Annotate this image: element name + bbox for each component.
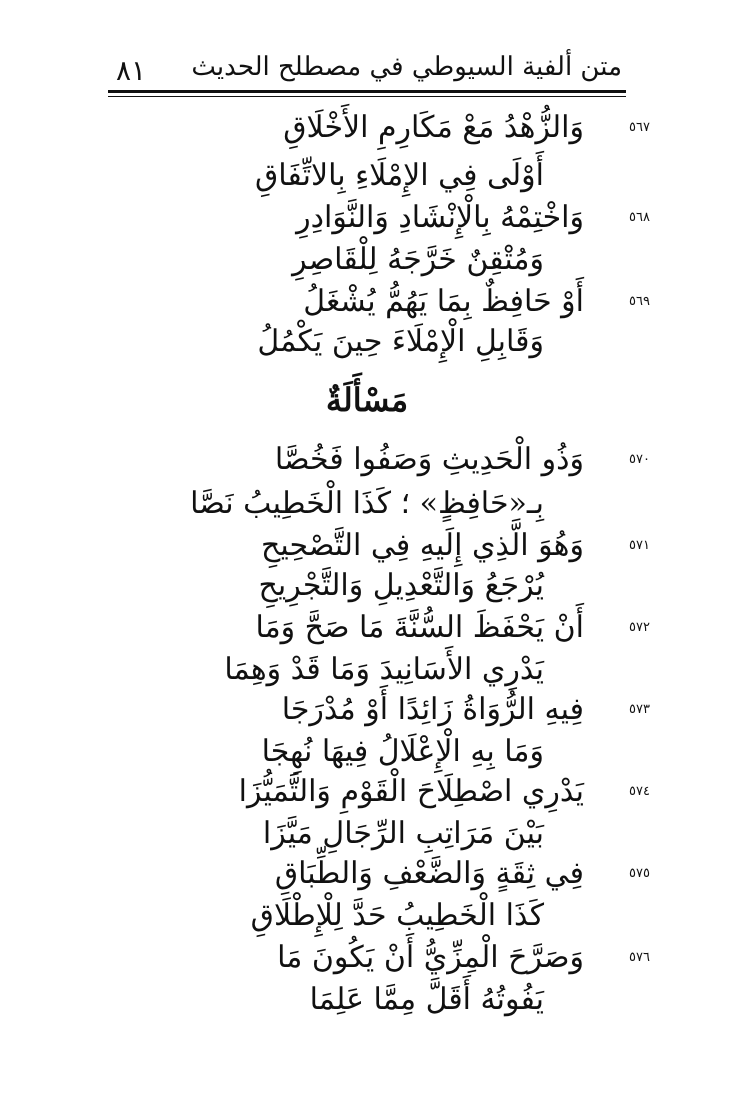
verse-number: ٥٧٦ <box>629 950 650 965</box>
verse-second-hemistich: بَيْنَ مَرَاتِبِ الرِّجَالِ مَيَّزَا <box>262 816 544 851</box>
verse-second-hemistich: بِـ«حَافِظٍ» ؛ كَذَا الْخَطِيبُ نَصَّا <box>190 486 544 521</box>
header-rule-thin <box>108 96 626 97</box>
verse-number: ٥٧٥ <box>629 866 650 881</box>
verse-number: ٥٦٧ <box>629 120 650 135</box>
header-rule-thick <box>108 90 626 93</box>
verse-first-hemistich: وَهُوَ الَّذِي إِلَيهِ فِي التَّصْحِيحِ <box>261 528 584 563</box>
verse-second-hemistich: وَمَا بِهِ الْإِعْلَالُ فِيهَا نُهِجَا <box>261 734 544 769</box>
verse-first-hemistich: يَدْرِي اصْطِلَاحَ الْقَوْمِ وَالتَّمَيُّزَا <box>238 774 584 809</box>
page-header <box>108 52 626 92</box>
verse-first-hemistich: فِيهِ الرُّوَاةُ زَائِدًا أَوْ مُدْرَجَا <box>281 692 584 727</box>
verse-second-hemistich: يَدْرِي الأَسَانِيدَ وَمَا قَدْ وَهِمَا <box>224 652 544 687</box>
verse-number: ٥٦٨ <box>629 210 650 225</box>
verse-number: ٥٧١ <box>629 538 650 553</box>
verse-second-hemistich: كَذَا الْخَطِيبُ حَدَّ لِلْإِطْلَاقِ <box>250 898 544 933</box>
section-heading: مَسْأَلَةٌ <box>325 381 409 419</box>
verse-second-hemistich: وَمُتْقِنٌ خَرَّجَهُ لِلْقَاصِرِ <box>292 242 544 277</box>
verse-number: ٥٧٠ <box>629 452 650 467</box>
verse-second-hemistich: أَوْلَى فِي الإِمْلَاءِ بِالاتِّفَاقِ <box>255 158 544 193</box>
verse-second-hemistich: وَقَابِلِ الْإِمْلَاءَ حِينَ يَكْمُلُ <box>257 324 544 359</box>
verse-first-hemistich: أَنْ يَحْفَظَ السُّنَّةَ مَا صَحَّ وَمَا <box>255 610 584 645</box>
verse-number: ٥٧٣ <box>629 702 650 717</box>
verse-second-hemistich: يَفُوتُهُ أَقَلَّ مِمَّا عَلِمَا <box>309 982 544 1017</box>
page-number: ٨١ <box>116 54 147 87</box>
verse-number: ٥٧٢ <box>629 620 650 635</box>
verse-first-hemistich: وَصَرَّحَ الْمِزِّيُّ أَنْ يَكُونَ مَا <box>277 940 584 975</box>
verse-second-hemistich: يُرْجَعُ وَالتَّعْدِيلِ وَالتَّجْرِيحِ <box>258 568 544 603</box>
verse-number: ٥٧٤ <box>629 784 650 799</box>
verse-first-hemistich: وَاخْتِمْهُ بِالْإِنْشَادِ وَالنَّوَادِرِ <box>296 200 584 235</box>
verse-number: ٥٦٩ <box>629 294 650 309</box>
verse-first-hemistich: أَوْ حَافِظٌ بِمَا يَهُمُّ يُشْغَلُ <box>303 284 584 319</box>
verse-first-hemistich: فِي ثِقَةٍ وَالضَّعْفِ وَالطِّبَاقِ <box>274 856 584 891</box>
running-title: متن ألفية السيوطي في مصطلح الحديث <box>191 52 622 82</box>
verse-first-hemistich: وَالزُّهْدُ مَعْ مَكَارِمِ الأَخْلَاقِ <box>283 110 584 145</box>
verse-first-hemistich: وَذُو الْحَدِيثِ وَصَفُوا فَخُصَّا <box>274 442 584 477</box>
